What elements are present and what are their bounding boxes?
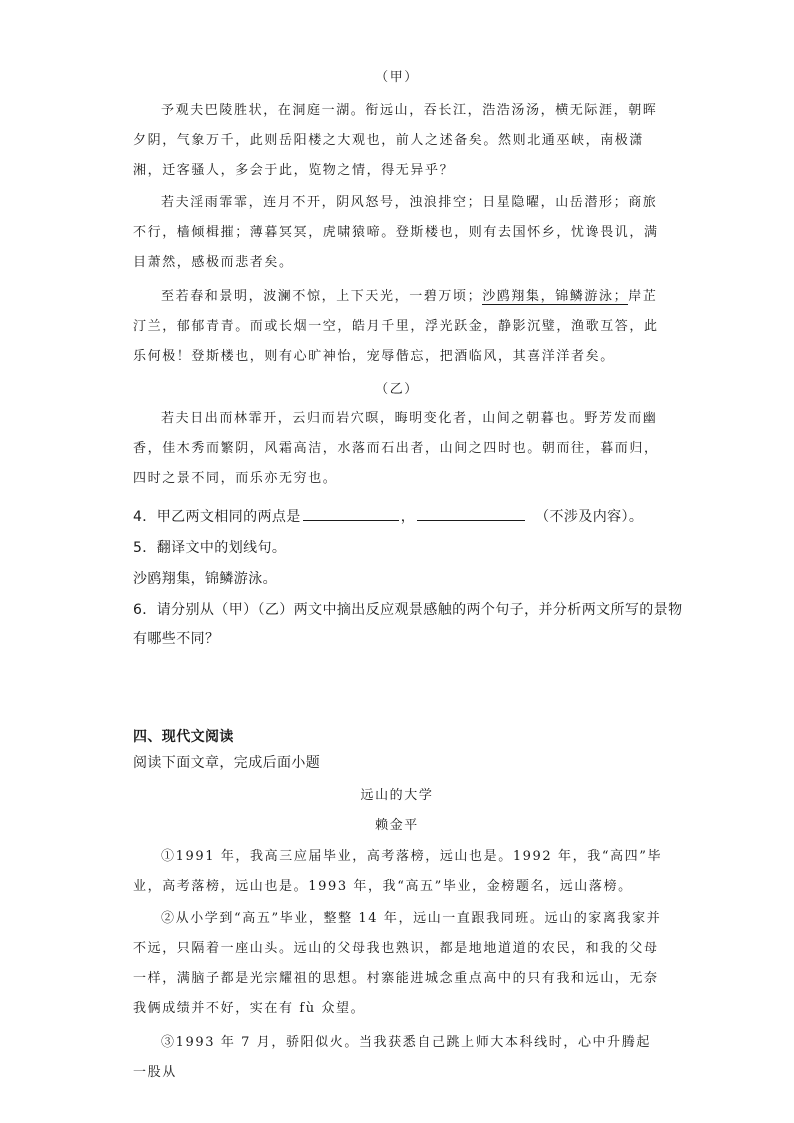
- passage-jia-paragraph-1: 予观夫巴陵胜状，在洞庭一湖。衔远山，吞长江，浩浩汤汤，横无际涯，朝晖夕阴，气象万千，此则岳阳楼之大观也，前人之述备矣。然则北通巫峡，南极潇湘，迁客骚人，多会于此，览物之情，得无异乎？: [133, 103, 658, 178]
- question-5: 5．翻译文中的划线句。: [133, 540, 287, 556]
- passage-yi-heading: （乙）: [375, 382, 419, 397]
- section-title: 四、现代文阅读: [133, 729, 234, 745]
- underlined-sentence: 沙鸥翔集，锦鳞游泳；: [482, 289, 629, 304]
- question-text: （不涉及内容）。: [535, 509, 644, 525]
- question-6-line-2: 有哪些不同？: [133, 631, 220, 647]
- question-4: [133, 506, 643, 526]
- article-paragraph-1: ①1991 年，我高三应届毕业，高考落榜，远山也是。1992 年，我“高四”毕业，高考落榜，远山也是。1993 年，我“高五”毕业，金榜题名，远山落榜。: [133, 849, 663, 894]
- article-author: 赖金平: [375, 818, 419, 833]
- article-title: 远山的大学: [360, 788, 434, 803]
- answer-blank-2[interactable]: [417, 508, 525, 521]
- passage-jia-paragraph-2: 若夫淫雨霏霏，连月不开，阴风怒号，浊浪排空；日星隐曜，山岳潜形；商旅不行，樯倾楫摧；薄暮冥冥，虎啸猿啼。登斯楼也，则有去国怀乡，忧谗畏讥，满目萧然，感极而悲者矣。: [133, 195, 659, 270]
- answer-blank-1[interactable]: [303, 508, 399, 521]
- question-text: 4．甲乙两文相同的两点是: [133, 509, 301, 525]
- question-5-sentence: 沙鸥翔集，锦鳞游泳。: [133, 571, 277, 587]
- passage-text: 至若春和景明，波澜不惊，上下天光，一碧万顷；: [161, 289, 483, 304]
- question-text: ，: [400, 509, 416, 525]
- passage-jia-paragraph-3: [133, 282, 663, 372]
- passage-text: 岸芷汀兰，郁郁青青。而或长烟一空，皓月千里，浮光跃金，静影沉璧，渔歌互答，此乐何极！登斯楼也，则有心旷神怡，宠辱偕忘，把酒临风，其喜洋洋者矣。: [133, 289, 659, 364]
- article-paragraph-2: ②从小学到“高五”毕业，整整 14 年，远山一直跟我同班。远山的家离我家并不远，只隔着一座山头。远山的父母我也熟识，都是地地道道的农民，和我的父母一样，满脑子都是光宗耀祖的思想。村寨能进城念重点高中的只有我和远山，无奈我俩成绩并不好，实在有 fù 众望。: [133, 911, 662, 1016]
- passage-yi-paragraph-1: 若夫日出而林霏开，云归而岩穴暝，晦明变化者，山间之朝暮也。野芳发而幽香，佳木秀而繁阴，风霜高洁，水落而石出者，山间之四时也。朝而往，暮而归，四时之景不同，而乐亦无穷也。: [133, 411, 659, 486]
- question-6-line-1: 6．请分别从（甲）（乙）两文中摘出反应观景感触的两个句子，并分析两文所写的景物: [133, 602, 683, 618]
- article-paragraph-3: ③1993 年 7 月，骄阳似火。当我获悉自己跳上师大本科线时，心中升腾起一股从: [133, 1035, 651, 1080]
- passage-jia-heading: （甲）: [375, 70, 419, 85]
- section-instruction: 阅读下面文章，完成后面小题: [133, 755, 321, 771]
